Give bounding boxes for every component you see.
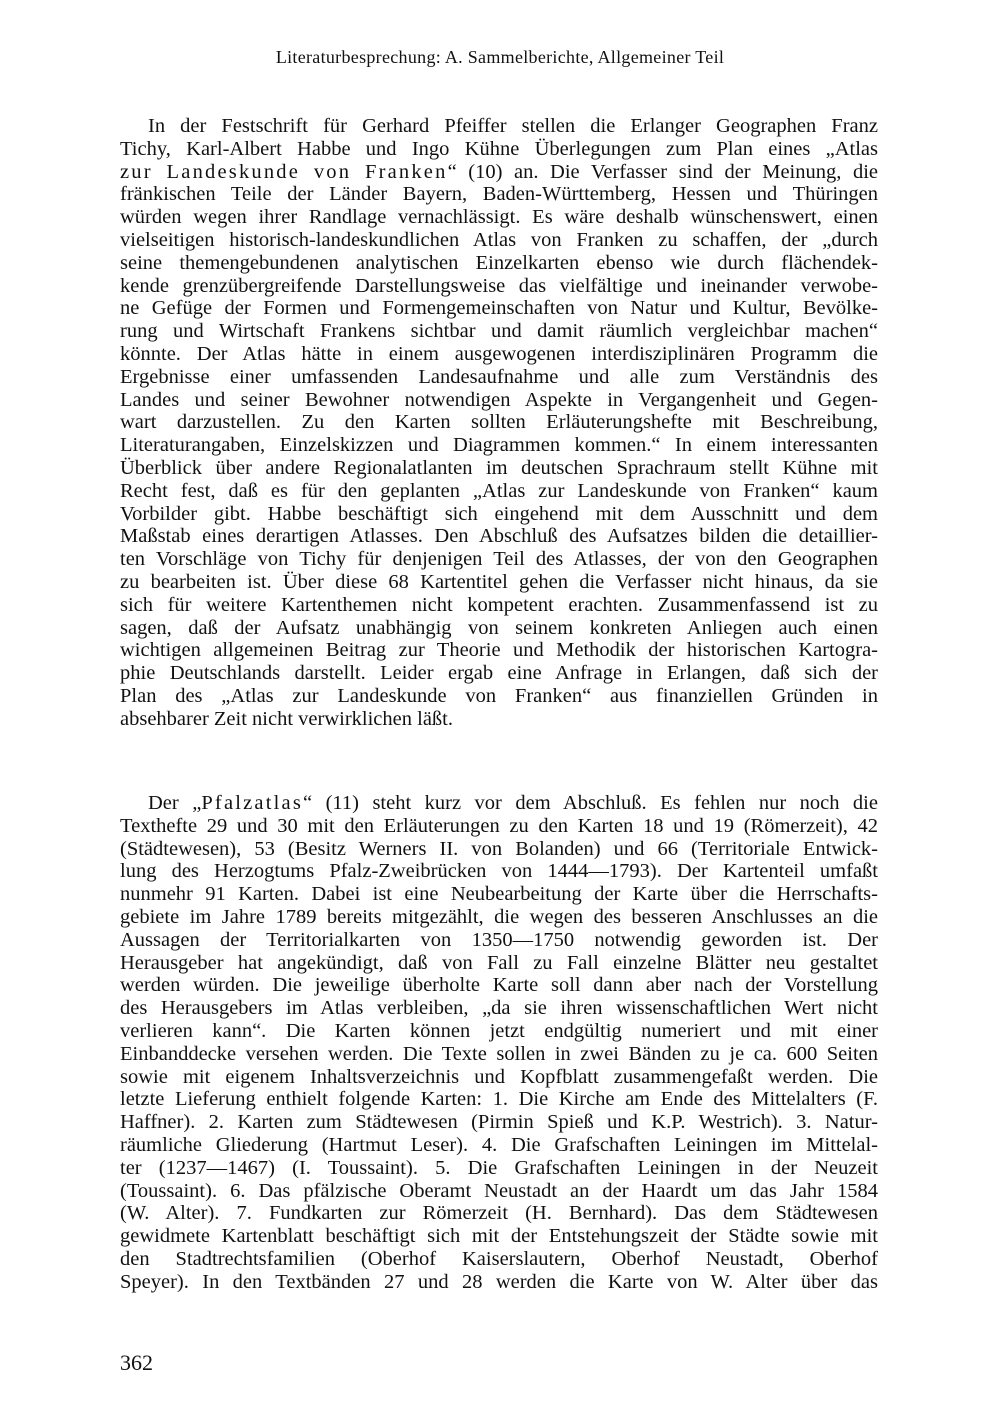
text-line: Vorbilder gibt. Habbe beschäftigt sich eingehend mit dem Ausschnitt und dem xyxy=(120,502,878,525)
text-line: Plan des „Atlas zur Landeskunde von Franken“ aus finanziellen Gründen in xyxy=(120,684,878,707)
page-number: 362 xyxy=(120,1350,153,1375)
text-line: ne Gefüge der Formen und Formengemeinschaften von Natur und Kultur, Bevölke- xyxy=(120,297,878,320)
text-line xyxy=(120,161,878,184)
text-fragment: Der „ xyxy=(148,792,202,814)
text-line: könnte. Der Atlas hätte in einem ausgewogenen interdisziplinären Programm die xyxy=(120,342,878,365)
text-line: wart darzustellen. Zu den Karten sollten Erläuterungshefte mit Beschreibung, xyxy=(120,411,878,434)
text-line: würden wegen ihrer Randlage vernachlässigt. Es wäre deshalb wünschenswert, einen xyxy=(120,206,878,229)
text-line: Ergebnisse einer umfassenden Landesaufnahme und alle zum Verständnis des xyxy=(120,365,878,388)
text-line: fränkischen Teile der Länder Bayern, Baden-Württemberg, Hessen und Thüringen xyxy=(120,183,878,206)
text-line: Aussagen der Territorialkarten von 1350—1750 notwendig geworden ist. Der xyxy=(120,928,878,951)
text-line: Recht fest, daß es für den geplanten „Atlas zur Landeskunde von Franken“ kaum xyxy=(120,479,878,502)
text-line: (Städtewesen), 53 (Besitz Werners II. von Bolanden) und 66 (Territoriale Entwick- xyxy=(120,837,878,860)
paragraph-festschrift xyxy=(120,115,878,731)
text-line: Speyer). In den Textbänden 27 und 28 werden die Karte von W. Alter über das xyxy=(120,1270,878,1293)
text-line: den Stadtrechtsfamilien (Oberhof Kaiserslautern, Oberhof Neustadt, Oberhof xyxy=(120,1247,878,1270)
text-line: des Herausgebers im Atlas verbleiben, „da sie ihren wissenschaftlichen Wert nicht xyxy=(120,997,878,1020)
text-line: sich für weitere Kartenthemen nicht kompetent erachten. Zusammenfassend ist zu xyxy=(120,593,878,616)
text-line: Einbanddecke versehen werden. Die Texte sollen in zwei Bänden zu je ca. 600 Seiten xyxy=(120,1042,878,1065)
text-line: rung und Wirtschaft Frankens sichtbar und damit räumlich vergleichbar machen“ xyxy=(120,320,878,343)
text-line: gebiete im Jahre 1789 bereits mitgezählt, die wegen des besseren Anschlusses an die xyxy=(120,905,878,928)
text-line xyxy=(120,792,878,815)
text-line: phie Deutschlands darstellt. Leider ergab eine Anfrage in Erlangen, daß sich der xyxy=(120,662,878,685)
text-line: sowie mit eigenem Inhaltsverzeichnis und Kopfblatt zusammengefaßt werden. Die xyxy=(120,1065,878,1088)
text-line: Maßstab eines derartigen Atlasses. Den Abschluß des Aufsatzes bilden die detaillier- xyxy=(120,525,878,548)
text-line: (Toussaint). 6. Das pfälzische Oberamt Neustadt an der Haardt um das Jahr 1584 xyxy=(120,1179,878,1202)
text-line: Literaturangaben, Einzelskizzen und Diagrammen kommen.“ In einem interessanten xyxy=(120,434,878,457)
paragraph-pfalzatlas xyxy=(120,792,878,1294)
text-fragment: “ (11) steht kurz vor dem Abschluß. Es fehlen nur noch die xyxy=(303,792,878,814)
text-line: Tichy, Karl-Albert Habbe und Ingo Kühne Überlegungen zum Plan eines „Atlas xyxy=(120,137,878,160)
text-line: zu bearbeiten ist. Über diese 68 Kartentitel gehen die Verfasser nicht hinaus, da sie xyxy=(120,570,878,593)
text-line: (W. Alter). 7. Fundkarten zur Römerzeit (H. Bernhard). Das dem Städtewesen xyxy=(120,1202,878,1225)
text-line: wichtigen allgemeinen Beitrag zur Theorie und Methodik der historischen Kartogra- xyxy=(120,639,878,662)
text-line: Texthefte 29 und 30 mit den Erläuterungen zu den Karten 18 und 19 (Römerzeit), 42 xyxy=(120,814,878,837)
text-line: nunmehr 91 Karten. Dabei ist eine Neubearbeitung der Karte über die Herrschafts- xyxy=(120,883,878,906)
text-line: lung des Herzogtums Pfalz-Zweibrücken von 1444—1793). Der Kartenteil umfaßt xyxy=(120,860,878,883)
text-line: sagen, daß der Aufsatz unabhängig von seinem konkreten Anliegen auch einen xyxy=(120,616,878,639)
text-line: verlieren kann“. Die Karten können jetzt endgültig numeriert und mit einer xyxy=(120,1019,878,1042)
text-line: Herausgeber hat angekündigt, daß von Fall zu Fall einzelne Blätter neu gestaltet xyxy=(120,951,878,974)
text-line: gewidmete Kartenblatt beschäftigt sich mit der Entstehungszeit der Städte sowie mit xyxy=(120,1225,878,1248)
spaced-title: Pfalzatlas xyxy=(201,792,304,814)
text-line: Überblick über andere Regionalatlanten im deutschen Sprachraum stellt Kühne mit xyxy=(120,456,878,479)
text-line: vielseitigen historisch-landeskundlichen Atlas von Franken zu schaffen, der „durch xyxy=(120,228,878,251)
text-line: Haffner). 2. Karten zum Städtewesen (Pirmin Spieß und K.P. Westrich). 3. Natur- xyxy=(120,1111,878,1134)
text-line: ter (1237—1467) (I. Toussaint). 5. Die Grafschaften Leiningen in der Neuzeit xyxy=(120,1156,878,1179)
running-header: Literaturbesprechung: A. Sammelberichte, Allgemeiner Teil xyxy=(275,47,725,67)
text-line: ten Vorschläge von Tichy für denjenigen Teil des Atlasses, der von den Geographen xyxy=(120,548,878,571)
text-line: letzte Lieferung enthielt folgende Karten: 1. Die Kirche am Ende des Mittelalters (F. xyxy=(120,1088,878,1111)
text-line: Landes und seiner Bewohner notwendigen Aspekte in Vergangenheit und Gegen- xyxy=(120,388,878,411)
text-line: In der Festschrift für Gerhard Pfeiffer stellen die Erlanger Geographen Franz xyxy=(148,115,878,137)
text-fragment: “ (10) an. Die Verfasser sind der Meinung, die xyxy=(447,160,878,183)
text-line: werden würden. Die jeweilige überholte Karte soll dann aber nach der Vorstellung xyxy=(120,974,878,997)
text-line: kende grenzübergreifende Darstellungsweise das vielfältige und ineinander verwobe- xyxy=(120,274,878,297)
spaced-title: zur Landeskunde von Franken xyxy=(120,160,448,183)
text-line: seine themengebundenen analytischen Einzelkarten ebenso wie durch flächendek- xyxy=(120,251,878,274)
text-line: absehbarer Zeit nicht verwirklichen läßt. xyxy=(120,707,453,730)
text-line: räumliche Gliederung (Hartmut Leser). 4. Die Grafschaften Leiningen im Mittelal- xyxy=(120,1133,878,1156)
